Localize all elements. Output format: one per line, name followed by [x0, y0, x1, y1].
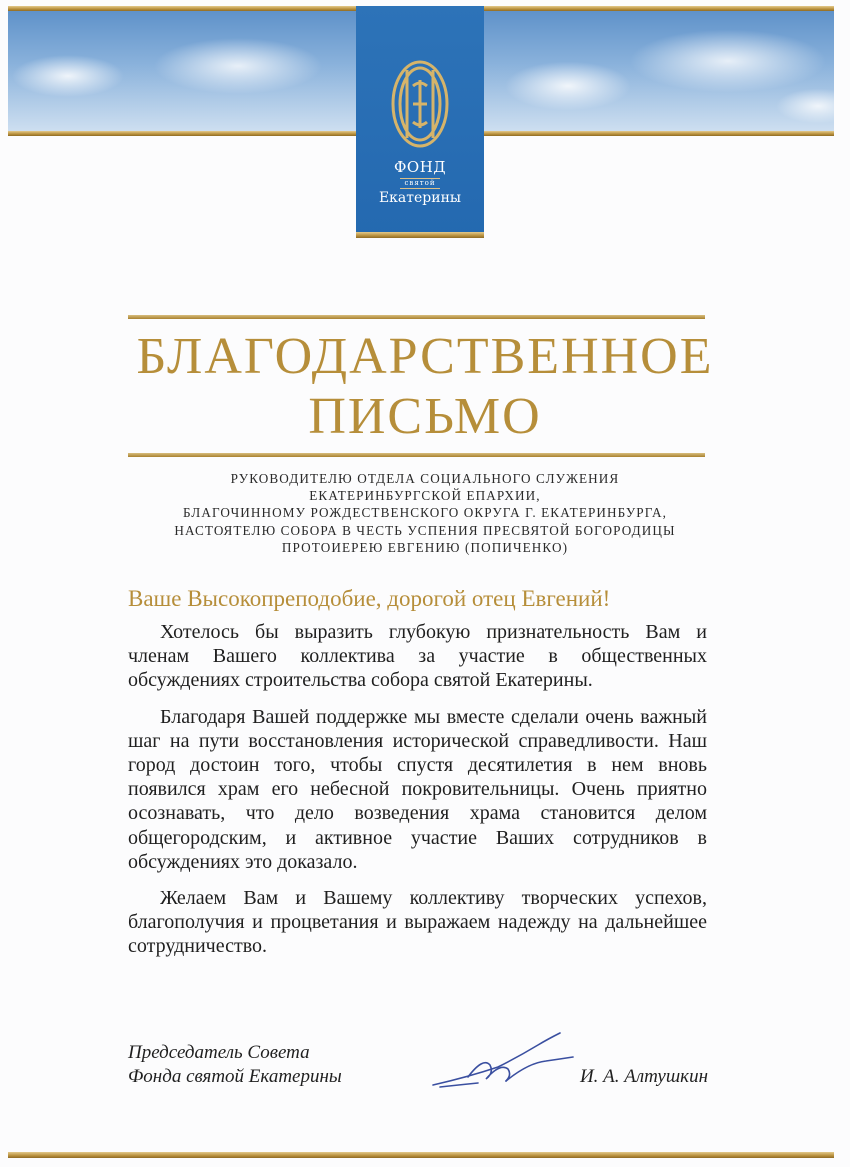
- logo-gold-base: [356, 232, 484, 238]
- foundation-logo: [356, 6, 484, 238]
- body-paragraph: Желаем Вам и Вашему коллективу творческих успехов, благополучия и процветания и выражаем надежду на дальнейшее сотрудничество.: [128, 887, 707, 958]
- signer-title: [128, 1041, 342, 1089]
- recipient-line: НАСТОЯТЕЛЮ СОБОРА В ЧЕСТЬ УСПЕНИЯ ПРЕСВЯТОЙ БОГОРОДИЦЫ: [174, 522, 676, 538]
- monogram-icon: [389, 56, 451, 152]
- signer-name: И. А. Алтушкин: [579, 1066, 708, 1087]
- title-line-1: БЛАГОДАРСТВЕННОЕ: [136, 328, 714, 385]
- logo-text-svyatoy: святой: [400, 178, 439, 189]
- logo-text-ekaterina: Екатерины: [378, 190, 462, 206]
- letter-title: [100, 327, 750, 447]
- recipient-line: РУКОВОДИТЕЛЮ ОТДЕЛА СОЦИАЛЬНОГО СЛУЖЕНИЯ: [230, 471, 620, 486]
- signer-title-line-2: Фонда святой Екатерины: [128, 1066, 342, 1087]
- handwritten-signature: [428, 1027, 578, 1097]
- signature-block: [128, 1041, 708, 1101]
- title-rule-bottom: [128, 453, 705, 457]
- body-paragraph: Хотелось бы выразить глубокую признательность Вам и членам Вашего коллектива за участие в общественных обсуждениях строительства собора святой Екатерины.: [128, 621, 707, 692]
- recipient-line: ПРОТОИЕРЕЮ ЕВГЕНИЮ (ПОПИЧЕНКО): [281, 539, 569, 555]
- title-line-2: ПИСЬМО: [308, 388, 542, 445]
- logo-text-fond: ФОНД: [393, 158, 447, 176]
- recipient-line: ЕКАТЕРИНБУРГСКОЙ ЕПАРХИИ,: [309, 488, 541, 504]
- title-rule-top: [128, 315, 705, 319]
- recipient-block: [100, 470, 750, 556]
- footer-gold-rule: [8, 1152, 834, 1158]
- signer-title-line-1: Председатель Совета: [128, 1042, 310, 1063]
- body-paragraph: Благодаря Вашей поддержке мы вместе сделали очень важный шаг на пути восстановления исторической справедливости. Наш город достоин того, чтобы спустя десятилетия в нем вновь появился храм его небесной покровительницы. Очень приятно осознавать, что дело возведения храма становится делом общегородским, и активное участие Ваших сотрудников в обсуждениях это доказало.: [128, 705, 707, 873]
- letter-body: [128, 620, 707, 971]
- recipient-line: БЛАГОЧИННОМУ РОЖДЕСТВЕНСКОГО ОКРУГА Г. ЕКАТЕРИНБУРГА,: [182, 505, 668, 521]
- greeting: Ваше Высокопреподобие, дорогой отец Евгений!: [128, 586, 611, 611]
